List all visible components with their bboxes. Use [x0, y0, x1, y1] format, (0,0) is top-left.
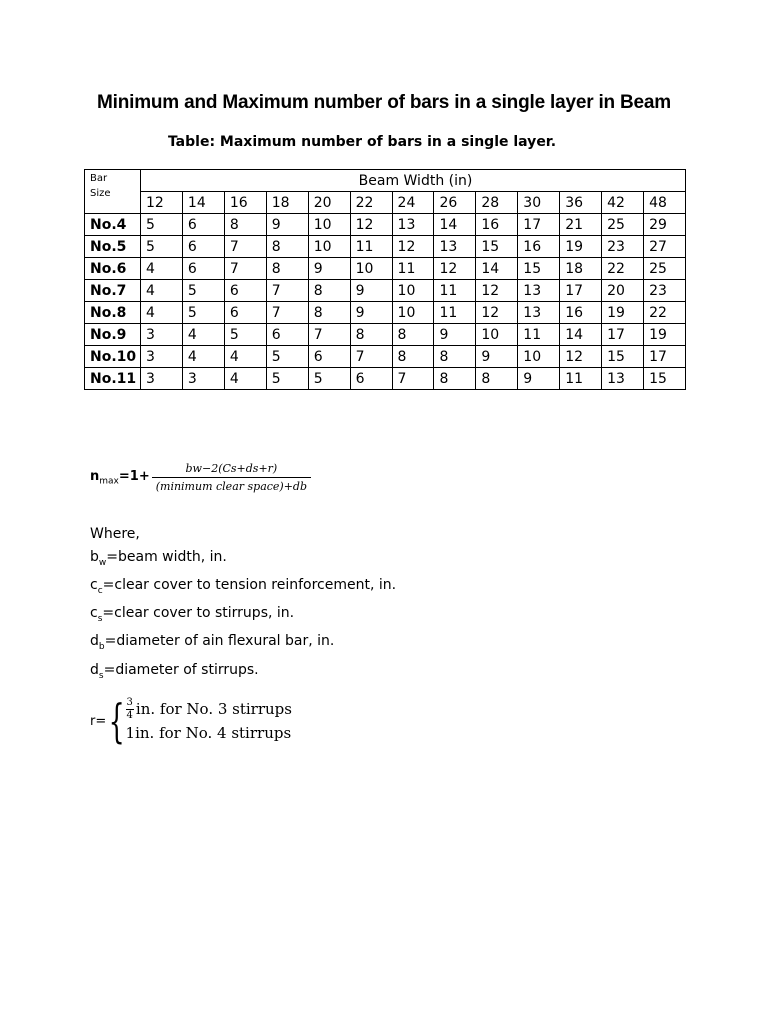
table-cell: 7: [350, 346, 392, 368]
table-cell: 12: [434, 258, 476, 280]
table-cell: 3: [182, 368, 224, 390]
table-cell: 13: [602, 368, 644, 390]
table-cell: 5: [141, 214, 183, 236]
r-case-no4-text: 1in. for No. 4 stirrups: [125, 724, 292, 742]
table-cell: 17: [518, 214, 560, 236]
table-cell: 25: [644, 258, 686, 280]
formula-denominator: (minimum clear space)+db: [152, 477, 311, 493]
table-cell: 6: [182, 236, 224, 258]
table-cell: 9: [308, 258, 350, 280]
bar-size-cell: No.6: [85, 258, 141, 280]
table-caption: Table: Maximum number of bars in a single layer.: [167, 134, 557, 150]
r-case-no3-text: in. for No. 3 stirrups: [135, 700, 292, 718]
table-cell: 10: [392, 302, 434, 324]
beam-width-cell: 30: [518, 192, 560, 214]
table-cell: 5: [266, 368, 308, 390]
beam-width-cell: 20: [308, 192, 350, 214]
table-cell: 11: [392, 258, 434, 280]
table-cell: 17: [560, 280, 602, 302]
table-cell: 14: [560, 324, 602, 346]
table-cell: 7: [224, 258, 266, 280]
formula-n: n: [90, 468, 100, 484]
left-brace-icon: {: [108, 694, 125, 748]
table-cell: 9: [350, 302, 392, 324]
r-case-no3: [126, 697, 292, 721]
table-cell: 8: [476, 368, 518, 390]
table-cell: 4: [141, 258, 183, 280]
table-cell: 3: [141, 368, 183, 390]
table-cell: 9: [350, 280, 392, 302]
table-row: [85, 236, 686, 258]
table-cell: 4: [141, 280, 183, 302]
formula-max-subscript: max: [99, 476, 119, 487]
table-cell: 22: [644, 302, 686, 324]
beam-width-cell: 18: [266, 192, 308, 214]
beam-width-cell: 24: [392, 192, 434, 214]
bar-size-cell: No.10: [85, 346, 141, 368]
formula-lhs: [90, 469, 150, 487]
table-cell: 7: [392, 368, 434, 390]
table-cell: 12: [350, 214, 392, 236]
table-cell: 12: [392, 236, 434, 258]
bar-size-header-line1: Bar: [90, 173, 108, 184]
table-cell: 12: [476, 280, 518, 302]
table-cell: 10: [308, 236, 350, 258]
table-cell: 4: [182, 346, 224, 368]
bar-size-cell: No.9: [85, 324, 141, 346]
bar-size-cell: No.4: [85, 214, 141, 236]
beam-width-cell: 36: [560, 192, 602, 214]
nmax-formula: [90, 462, 311, 493]
table-cell: 4: [224, 346, 266, 368]
table-cell: 27: [644, 236, 686, 258]
table-cell: 8: [308, 280, 350, 302]
table-cell: 15: [476, 236, 518, 258]
table-cell: 12: [560, 346, 602, 368]
table-cell: 3: [141, 324, 183, 346]
definition-cc: $c_c=clear$ cover to tension reinforcement, in.: [90, 576, 397, 596]
document-title: Minimum and Maximum number of bars in a single layer in Beam: [97, 92, 671, 113]
bar-size-cell: No.11: [85, 368, 141, 390]
definition-cs: $c_s=clear$ cover to stirrups, in.: [90, 605, 295, 624]
table-cell: 6: [266, 324, 308, 346]
table-cell: 15: [518, 258, 560, 280]
r-case-fraction: [126, 698, 134, 721]
table-cell: 13: [518, 302, 560, 324]
table-cell: 8: [392, 346, 434, 368]
table-cell: 5: [141, 236, 183, 258]
where-label: Where,: [90, 526, 140, 542]
table-cell: 10: [350, 258, 392, 280]
table-cell: 11: [434, 302, 476, 324]
table-cell: 5: [182, 302, 224, 324]
table-header-row: [85, 170, 686, 192]
beam-width-cell: 12: [141, 192, 183, 214]
beam-width-cell: 48: [644, 192, 686, 214]
table-cell: 6: [182, 214, 224, 236]
beam-width-cell: 26: [434, 192, 476, 214]
table-cell: 5: [266, 346, 308, 368]
bar-size-header: [85, 170, 141, 214]
table-cell: 14: [476, 258, 518, 280]
table-cell: 5: [182, 280, 224, 302]
table-cell: 18: [560, 258, 602, 280]
table-cell: 11: [350, 236, 392, 258]
table-cell: 14: [434, 214, 476, 236]
definition-bw: $b_w=beam$ width, in.: [90, 548, 227, 568]
table-cell: 29: [644, 214, 686, 236]
table-cell: 22: [602, 258, 644, 280]
table-cell: 6: [224, 280, 266, 302]
bars-table-body: [85, 170, 686, 390]
bar-size-cell: No.5: [85, 236, 141, 258]
table-cell: 7: [308, 324, 350, 346]
table-cell: 19: [602, 302, 644, 324]
table-cell: 6: [182, 258, 224, 280]
table-cell: 10: [476, 324, 518, 346]
table-cell: 3: [141, 346, 183, 368]
table-cell: 6: [308, 346, 350, 368]
table-cell: 11: [560, 368, 602, 390]
table-cell: 8: [434, 346, 476, 368]
table-cell: 13: [518, 280, 560, 302]
beam-width-values-row: [85, 192, 686, 214]
r-case-no4: [126, 721, 292, 745]
beam-width-header: Beam Width (in): [141, 170, 686, 192]
table-cell: 20: [602, 280, 644, 302]
table-cell: 4: [141, 302, 183, 324]
table-cell: 7: [266, 280, 308, 302]
table-cell: 10: [308, 214, 350, 236]
table-cell: 10: [392, 280, 434, 302]
r-cases: [126, 697, 292, 745]
table-cell: 6: [224, 302, 266, 324]
table-cell: 19: [560, 236, 602, 258]
table-cell: 9: [476, 346, 518, 368]
r-case-fraction-den: 4: [126, 709, 133, 721]
table-cell: 15: [602, 346, 644, 368]
table-cell: 8: [266, 258, 308, 280]
table-cell: 8: [224, 214, 266, 236]
definitions-block: [90, 523, 396, 687]
r-definition: [90, 694, 292, 748]
table-cell: 21: [560, 214, 602, 236]
formula-numerator: bw−2(Cs+ds+r): [185, 462, 278, 475]
table-cell: 8: [434, 368, 476, 390]
table-cell: 5: [308, 368, 350, 390]
table-cell: 10: [518, 346, 560, 368]
table-row: [85, 346, 686, 368]
table-row: [85, 368, 686, 390]
table-cell: 16: [560, 302, 602, 324]
table-row: [85, 324, 686, 346]
table-cell: 4: [224, 368, 266, 390]
table-cell: 19: [644, 324, 686, 346]
beam-width-cell: 14: [182, 192, 224, 214]
table-cell: 5: [224, 324, 266, 346]
table-cell: 16: [476, 214, 518, 236]
table-cell: 15: [644, 368, 686, 390]
table-cell: 11: [518, 324, 560, 346]
beam-width-cell: 16: [224, 192, 266, 214]
bar-size-cell: No.8: [85, 302, 141, 324]
table-cell: 4: [182, 324, 224, 346]
table-cell: 13: [434, 236, 476, 258]
formula-equals: =1+: [118, 468, 150, 484]
table-row: [85, 258, 686, 280]
bars-table: [84, 169, 686, 390]
definition-ds: $d_s=diameter$ of stirrups.: [90, 661, 259, 681]
table-cell: 8: [392, 324, 434, 346]
table-cell: 9: [266, 214, 308, 236]
table-cell: 23: [602, 236, 644, 258]
beam-width-cell: 22: [350, 192, 392, 214]
table-cell: 17: [602, 324, 644, 346]
table-cell: 11: [434, 280, 476, 302]
table-cell: 9: [434, 324, 476, 346]
definition-db: $d_b=diameter$ of ain flexural bar, in.: [90, 633, 335, 653]
table-cell: 6: [350, 368, 392, 390]
table-row: [85, 280, 686, 302]
table-cell: 8: [308, 302, 350, 324]
table-cell: 9: [518, 368, 560, 390]
table-cell: 16: [518, 236, 560, 258]
table-cell: 12: [476, 302, 518, 324]
bar-size-header-line2: Size: [90, 188, 111, 199]
beam-width-cell: 28: [476, 192, 518, 214]
formula-fraction: [152, 462, 311, 493]
beam-width-cell: 42: [602, 192, 644, 214]
table-cell: 7: [266, 302, 308, 324]
table-row: [85, 302, 686, 324]
table-cell: 25: [602, 214, 644, 236]
table-cell: 17: [644, 346, 686, 368]
r-label: r=: [90, 713, 107, 729]
table-cell: 8: [266, 236, 308, 258]
table-cell: 7: [224, 236, 266, 258]
table-cell: 23: [644, 280, 686, 302]
bar-size-cell: No.7: [85, 280, 141, 302]
r-case-fraction-num: 3: [126, 696, 133, 708]
table-row: [85, 214, 686, 236]
table-cell: 13: [392, 214, 434, 236]
table-cell: 8: [350, 324, 392, 346]
